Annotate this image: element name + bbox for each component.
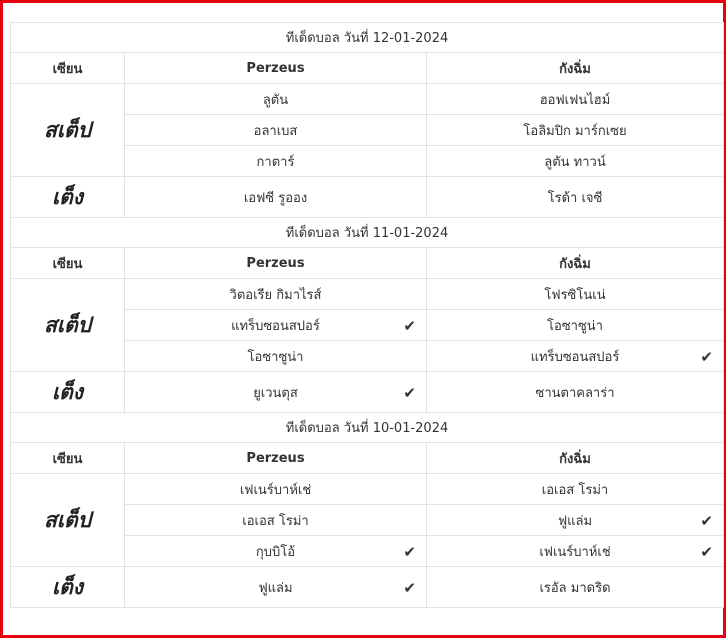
team-name: แทร็บซอนสปอร์ bbox=[231, 318, 320, 334]
header-tipster-1: Perzeus bbox=[125, 53, 427, 84]
header-row bbox=[11, 248, 724, 279]
check-icon: ✔ bbox=[403, 543, 416, 561]
step-pick-tipster-1 bbox=[125, 474, 427, 505]
header-row bbox=[11, 53, 724, 84]
team-name: อลาเบส bbox=[253, 123, 298, 139]
check-icon: ✔ bbox=[403, 317, 416, 335]
step-pick-tipster-1 bbox=[125, 536, 427, 567]
single-pick-tipster-1 bbox=[125, 372, 427, 413]
team-name: เอเอส โรม่า bbox=[242, 513, 309, 529]
single-pick-row bbox=[11, 567, 724, 608]
team-name: ลูตัน bbox=[262, 92, 289, 108]
single-label-cell bbox=[11, 567, 125, 608]
team-name: กุบบิโอ้ bbox=[255, 544, 296, 560]
header-row bbox=[11, 443, 724, 474]
step-label: สเต็ป bbox=[44, 117, 91, 142]
single-pick-row bbox=[11, 177, 724, 218]
team-name: ฮอฟเฟนไฮม์ bbox=[539, 92, 611, 108]
day-title: ทีเด็ดบอล วันที่ 10-01-2024 bbox=[11, 413, 724, 443]
step-pick-tipster-2 bbox=[427, 84, 724, 115]
single-label-cell bbox=[11, 177, 125, 218]
single-pick-tipster-1 bbox=[125, 177, 427, 218]
step-pick-tipster-1 bbox=[125, 279, 427, 310]
step-pick-tipster-1 bbox=[125, 84, 427, 115]
team-name: เรอัล มาดริด bbox=[539, 580, 611, 596]
team-name: โอซาซูน่า bbox=[247, 349, 304, 365]
team-name: ลูตัน ทาวน์ bbox=[544, 154, 606, 170]
team-name: โฟรซิโนเน่ bbox=[544, 287, 606, 303]
day-title: ทีเด็ดบอล วันที่ 11-01-2024 bbox=[11, 218, 724, 248]
team-name: เอเอส โรม่า bbox=[541, 482, 609, 498]
step-pick-tipster-1 bbox=[125, 146, 427, 177]
team-name: แทร็บซอนสปอร์ bbox=[530, 349, 620, 365]
team-name: กาตาร์ bbox=[256, 154, 295, 170]
header-tipster-1: Perzeus bbox=[125, 248, 427, 279]
header-label: เซียน bbox=[11, 248, 125, 279]
single-pick-tipster-2 bbox=[427, 567, 724, 608]
day-title-row bbox=[11, 218, 724, 248]
header-label: เซียน bbox=[11, 53, 125, 84]
day-title-row bbox=[11, 413, 724, 443]
check-icon: ✔ bbox=[403, 384, 416, 402]
step-pick-row bbox=[11, 279, 724, 310]
day-title: ทีเด็ดบอล วันที่ 12-01-2024 bbox=[11, 23, 724, 53]
team-name: โอซาซูน่า bbox=[547, 318, 603, 334]
step-pick-tipster-1 bbox=[125, 115, 427, 146]
step-pick-row bbox=[11, 474, 724, 505]
team-name: ซานตาคลาร่า bbox=[535, 385, 615, 401]
step-pick-row bbox=[11, 84, 724, 115]
single-label: เต็ง bbox=[51, 379, 84, 404]
step-pick-tipster-2 bbox=[427, 310, 724, 341]
step-label: สเต็ป bbox=[44, 507, 91, 532]
team-name: ฟูแล่ม bbox=[557, 513, 593, 529]
team-name: โอลิมปิก มาร์กเซย bbox=[523, 123, 627, 139]
check-icon: ✔ bbox=[403, 579, 416, 597]
header-tipster-1: Perzeus bbox=[125, 443, 427, 474]
single-pick-row bbox=[11, 372, 724, 413]
check-icon: ✔ bbox=[700, 543, 713, 561]
day-title-row bbox=[11, 23, 724, 53]
step-label: สเต็ป bbox=[44, 312, 91, 337]
single-label: เต็ง bbox=[51, 574, 84, 599]
step-pick-tipster-2 bbox=[427, 505, 724, 536]
check-icon: ✔ bbox=[700, 512, 713, 530]
header-tipster-2: กังฉิ่ม bbox=[427, 53, 724, 84]
tips-table bbox=[10, 22, 724, 608]
header-tipster-2: กังฉิ่ม bbox=[427, 443, 724, 474]
team-name: ยูเวนตุส bbox=[253, 385, 298, 401]
single-pick-tipster-1 bbox=[125, 567, 427, 608]
step-pick-tipster-2 bbox=[427, 474, 724, 505]
step-pick-tipster-2 bbox=[427, 341, 724, 372]
step-label-cell bbox=[11, 279, 125, 372]
step-label-cell bbox=[11, 84, 125, 177]
team-name: เอฟซี รูออง bbox=[243, 190, 308, 206]
step-pick-tipster-2 bbox=[427, 115, 724, 146]
team-name: เฟเนร์บาห์เช่ bbox=[539, 544, 611, 560]
header-tipster-2: กังฉิ่ม bbox=[427, 248, 724, 279]
single-label: เต็ง bbox=[51, 184, 84, 209]
single-pick-tipster-2 bbox=[427, 372, 724, 413]
step-pick-tipster-1 bbox=[125, 310, 427, 341]
step-label-cell bbox=[11, 474, 125, 567]
header-label: เซียน bbox=[11, 443, 125, 474]
tips-container bbox=[10, 22, 723, 608]
step-pick-tipster-1 bbox=[125, 505, 427, 536]
team-name: ฟูแล่ม bbox=[258, 580, 293, 596]
step-pick-tipster-2 bbox=[427, 146, 724, 177]
team-name: เฟเนร์บาห์เช่ bbox=[239, 482, 312, 498]
team-name: โรด้า เจซี bbox=[547, 190, 603, 206]
step-pick-tipster-2 bbox=[427, 536, 724, 567]
team-name: วิตอเรีย กิมาไรส์ bbox=[229, 287, 322, 303]
step-pick-tipster-2 bbox=[427, 279, 724, 310]
single-pick-tipster-2 bbox=[427, 177, 724, 218]
single-label-cell bbox=[11, 372, 125, 413]
check-icon: ✔ bbox=[700, 348, 713, 366]
step-pick-tipster-1 bbox=[125, 341, 427, 372]
